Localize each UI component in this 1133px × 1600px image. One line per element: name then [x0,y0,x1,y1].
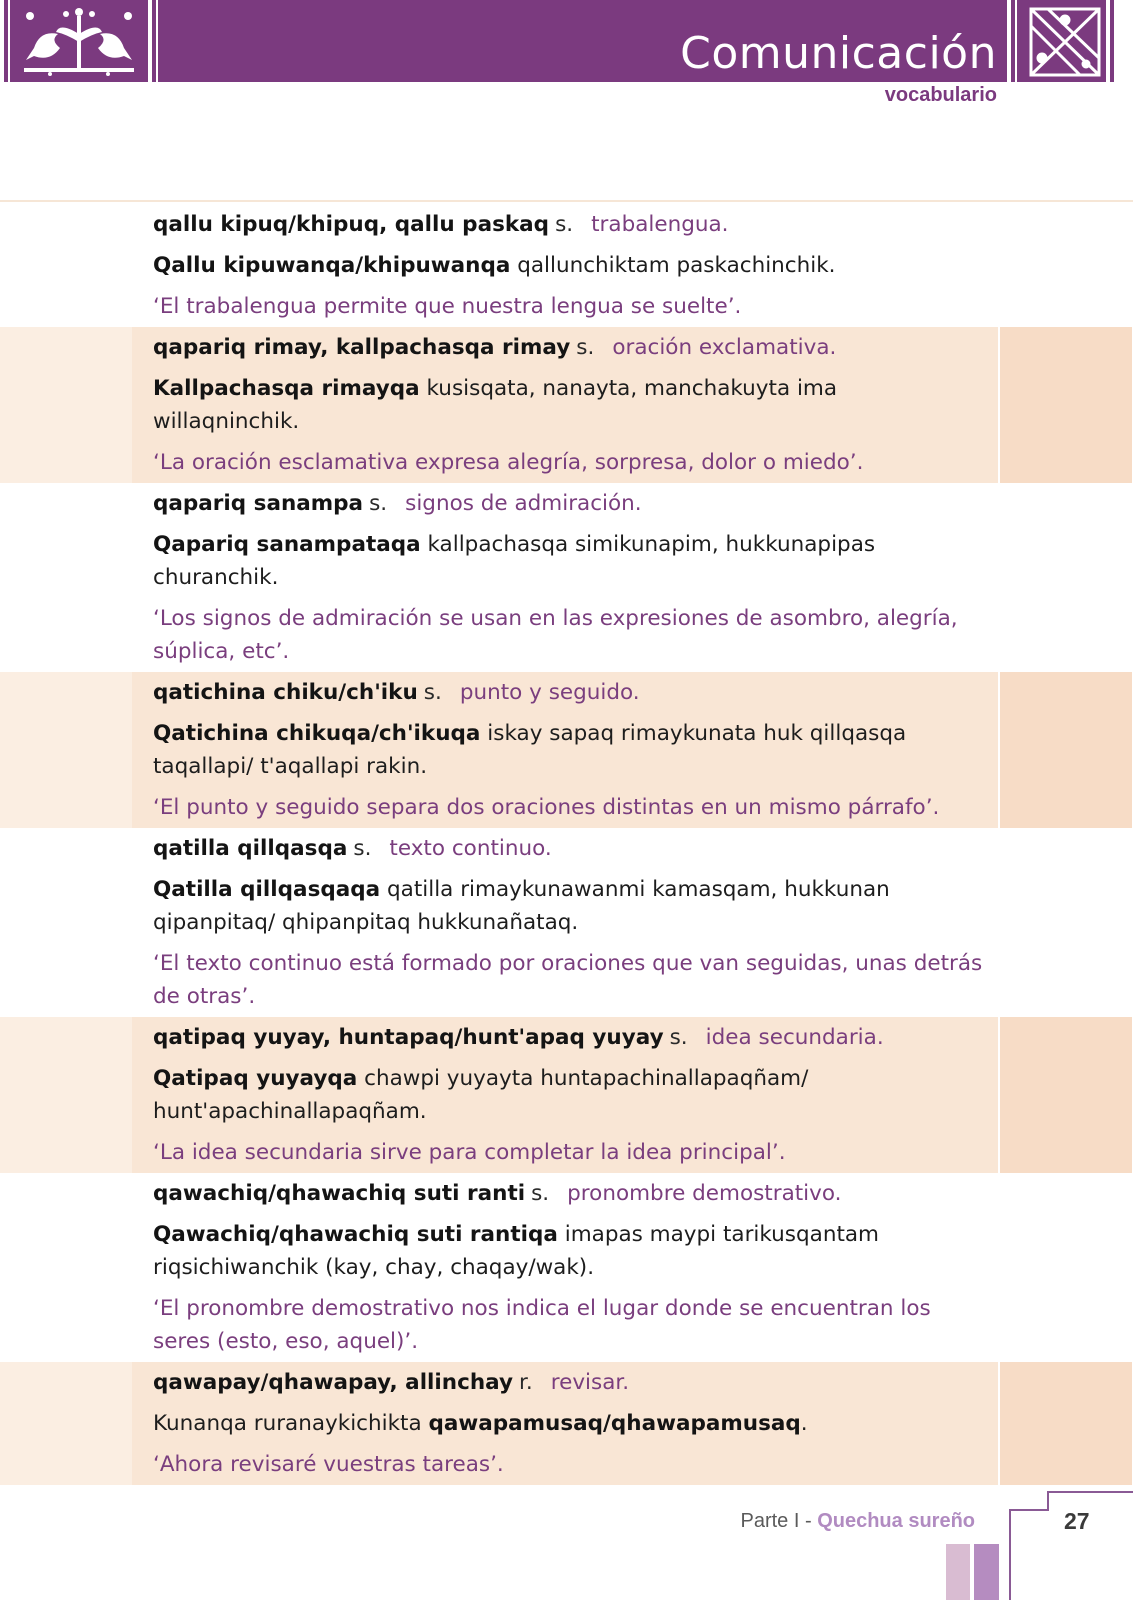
header-band [0,0,1133,82]
vocabulary-entry [0,828,1133,1017]
entry-headword-line [153,483,983,520]
entry-headword-line [153,204,983,241]
vocabulary-entry [0,483,1133,672]
part-label: Parte I - [740,1510,818,1532]
entry-term: qallu kipuq/khipuq, qallu paskaq [153,212,550,237]
example-bold-segment: Qawachiq/qhawachiq suti rantiqa [153,1222,558,1247]
entry-headword-line [153,1362,983,1399]
entry-gloss: ‘Ahora revisaré vuestras tareas’. [153,1452,504,1477]
entry-gloss: ‘El texto continuo está formado por oraciones que van seguidas, unas detrás de otras’. [153,951,983,1009]
entry-translation: texto continuo. [389,836,552,861]
entry-term: qapariq sanampa [153,491,364,516]
entry-term: qatichina chiku/ch'iku [153,680,418,705]
geometric-textile-icon [1028,6,1102,78]
example-segment: qallunchiktam paskachinchik. [510,253,836,278]
entry-translation: oración exclamativa. [612,335,837,360]
entry-part-of-speech: r. [519,1370,533,1395]
entry-example-sentence [153,709,983,783]
entry-part-of-speech: s. [531,1181,550,1206]
entry-example-sentence [153,1399,983,1440]
example-segment: imapas maypi tarikusqantam riqsichiwanchik (kay, chay, chaqay/wak). [153,1222,880,1280]
example-segment: Kunanqa ruranaykichikta [153,1411,429,1436]
vocabulary-entry [0,1173,1133,1362]
example-segment: kusisqata, nanayta, manchakuyta ima willaqninchik. [153,376,838,434]
birds-tree-ornament-icon [20,4,138,78]
entry-example-sentence [153,364,983,438]
entry-part-of-speech: s. [555,212,574,237]
entry-headword-line [153,1017,983,1054]
entry-term: qatilla qillqasqa [153,836,348,861]
stairs-decoration [1008,1470,1133,1600]
entry-translation: trabalengua. [591,212,729,237]
entry-gloss: ‘El punto y seguido separa dos oraciones distintas en un mismo párrafo’. [153,795,940,820]
page-section-subtitle: vocabulario [884,84,997,106]
vocabulary-entry [0,672,1133,828]
entry-part-of-speech: s. [576,335,595,360]
example-segment: . [800,1411,808,1436]
entry-translation: punto y seguido. [459,680,640,705]
footer-part-label [740,1510,975,1533]
entry-gloss: ‘La idea secundaria sirve para completar la idea principal’. [153,1140,786,1165]
entry-example-sentence [153,865,983,939]
example-bold-segment: Qatilla qillqasqaqa [153,877,381,902]
page-number: 27 [1064,1508,1090,1534]
entry-part-of-speech: s. [423,680,442,705]
entry-part-of-speech: s. [369,491,388,516]
vocabulary-entry [0,204,1133,327]
entry-translation: revisar. [550,1370,630,1395]
entry-gloss: ‘El trabalengua permite que nuestra lengua se suelte’. [153,294,742,319]
vocabulary-entry [0,327,1133,483]
footer-bar-dark [974,1544,999,1600]
entry-example-sentence [153,520,983,594]
example-segment: iskay sapaq rimaykunata huk qillqasqa taqallapi/ t'aqallapi rakin. [153,721,907,779]
example-segment: chawpi yuyayta huntapachinallapaqñam/ hunt'apachinallapaqñam. [153,1066,809,1124]
example-bold-segment: Qapariq sanampataqa [153,532,421,557]
entry-headword-line [153,1173,983,1210]
entry-gloss: ‘La oración esclamativa expresa alegría, sorpresa, dolor o miedo’. [153,450,864,475]
entry-example-sentence [153,241,983,282]
entry-headword-line [153,327,983,364]
page-section-title: Comunicación [680,28,997,79]
vocabulary-list [0,204,1133,1485]
entry-translation: signos de admiración. [405,491,642,516]
example-segment: qatilla rimaykunawanmi kamasqam, hukkunan qipanpitaq/ qhipanpitaq hukkunañataq. [153,877,890,935]
entry-example-sentence [153,1054,983,1128]
example-bold-segment: qawapamusaq/qhawapamusaq [428,1411,801,1436]
example-segment: kallpachasqa simikunapim, hukkunapipas churanchik. [153,532,876,590]
entry-term: qawachiq/qhawachiq suti ranti [153,1181,526,1206]
vocabulary-entry [0,1362,1133,1485]
entry-term: qapariq rimay, kallpachasqa rimay [153,335,571,360]
entry-term: qawapay/qhawapay, allinchay [153,1370,514,1395]
entry-translation: pronombre demostrativo. [567,1181,842,1206]
entry-example-sentence [153,1210,983,1284]
footer-bar-light [946,1544,970,1600]
divider [0,200,1133,202]
entry-part-of-speech: s. [353,836,372,861]
entry-gloss: ‘El pronombre demostrativo nos indica el lugar donde se encuentran los seres (esto, eso, aquel)’. [153,1296,931,1354]
example-bold-segment: Kallpachasqa rimayqa [153,376,420,401]
entry-gloss: ‘Los signos de admiración se usan en las expresiones de asombro, alegría, súplica, etc’. [153,606,958,664]
entry-part-of-speech: s. [669,1025,688,1050]
example-bold-segment: Qatichina chikuqa/ch'ikuqa [153,721,481,746]
example-bold-segment: Qatipaq yuyayqa [153,1066,358,1091]
entry-translation: idea secundaria. [705,1025,884,1050]
example-bold-segment: Qallu kipuwanqa/khipuwanqa [153,253,511,278]
entry-headword-line [153,828,983,865]
vocabulary-entry [0,1017,1133,1173]
language-label: Quechua sureño [817,1510,975,1532]
entry-term: qatipaq yuyay, huntapaq/hunt'apaq yuyay [153,1025,664,1050]
entry-headword-line [153,672,983,709]
